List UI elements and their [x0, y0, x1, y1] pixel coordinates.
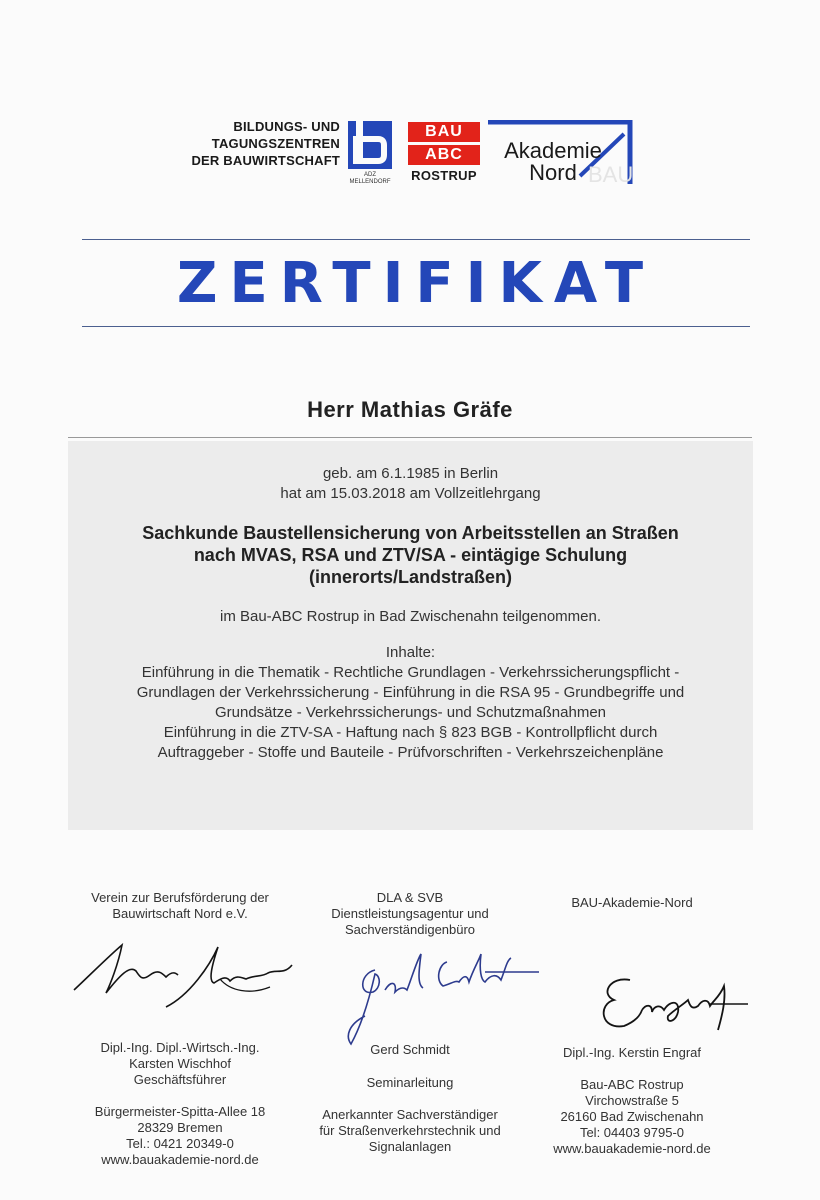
signatory-3-org: BAU-Akademie-Nord — [571, 895, 693, 910]
content-line: Grundlagen der Verkehrssicherung - Einführung in die RSA 95 - Grundbegriffe und — [136, 684, 685, 701]
content-heading: Inhalte: — [385, 644, 436, 661]
signatory-1-address: Bürgermeister-Spitta-Allee 18 28329 Bremen Tel.: 0421 20349-0 www.bauakademie-nord.de — [94, 1104, 266, 1167]
signature-schmidt-icon — [335, 940, 545, 1050]
signatory-2-address: Anerkannter Sachverständiger für Straßenverkehrstechnik und Signalanlagen — [319, 1107, 501, 1154]
course-title: Sachkunde Baustellensicherung von Arbeitsstellen an Straßen nach MVAS, RSA und ZTV/SA - eintägige Schulung (innerorts/Landstraßen) — [142, 523, 679, 587]
title-rule-bottom — [82, 326, 750, 327]
signatory-2-role: Seminarleitung — [366, 1075, 454, 1090]
content-block — [68, 643, 753, 763]
recipient-name: Herr Mathias Gräfe — [307, 397, 513, 422]
name-divider — [68, 437, 752, 438]
signatory-3-signer: Dipl.-Ing. Kerstin Engraf — [562, 1045, 701, 1060]
content-line: Einführung in die ZTV-SA - Haftung nach § 823 BGB - Kontrollpflicht durch — [163, 724, 658, 741]
date-line: hat am 15.03.2018 am Vollzeitlehrgang — [280, 485, 541, 502]
adz-logo-caption: ADZ MELLENDORF — [349, 172, 391, 185]
content-line: Auftraggeber - Stoffe und Bauteile - Prüfvorschriften - Verkehrszeichenpläne — [157, 744, 664, 761]
signatory-1-signer: Dipl.-Ing. Dipl.-Wirtsch.-Ing. Karsten Wischhof Geschäftsführer — [100, 1040, 260, 1087]
signature-engraf-icon — [590, 960, 760, 1050]
location-line: im Bau-ABC Rostrup in Bad Zwischenahn teilgenommen. — [219, 608, 601, 625]
adz-logo-icon — [348, 121, 392, 169]
bz-logo-text: BILDUNGS- UND TAGUNGSZENTREN DER BAUWIRTSCHAFT — [191, 119, 340, 168]
title-rule-top — [82, 239, 750, 240]
signatory-3-address: Bau-ABC Rostrup Virchowstraße 5 26160 Bad Zwischenahn Tel: 04403 9795-0 www.bauakademie-nord.de — [553, 1077, 711, 1156]
akademie-nord-logo-text: Akademie Nord — [504, 138, 602, 185]
content-line: Grundsätze - Verkehrssicherungs- und Schutzmaßnahmen — [214, 704, 607, 721]
certificate-title: ZERTIFIKAT — [176, 251, 656, 316]
svg-text:BAU: BAU — [588, 162, 634, 186]
bau-abc-logo: BAU ABC ROSTRUP — [408, 122, 480, 183]
signature-wischhof-icon — [70, 935, 300, 1015]
logo-bar — [190, 118, 640, 198]
content-line: Einführung in die Thematik - Rechtliche Grundlagen - Verkehrssicherungspflicht - — [141, 664, 680, 681]
birth-line: geb. am 6.1.1985 in Berlin — [322, 465, 499, 482]
signatory-1-org: Verein zur Berufsförderung der Bauwirtschaft Nord e.V. — [91, 890, 269, 921]
signatory-2-org: DLA & SVB Dienstleistungsagentur und Sachverständigenbüro — [331, 890, 489, 937]
signatory-2-signer: Gerd Schmidt — [370, 1042, 450, 1057]
